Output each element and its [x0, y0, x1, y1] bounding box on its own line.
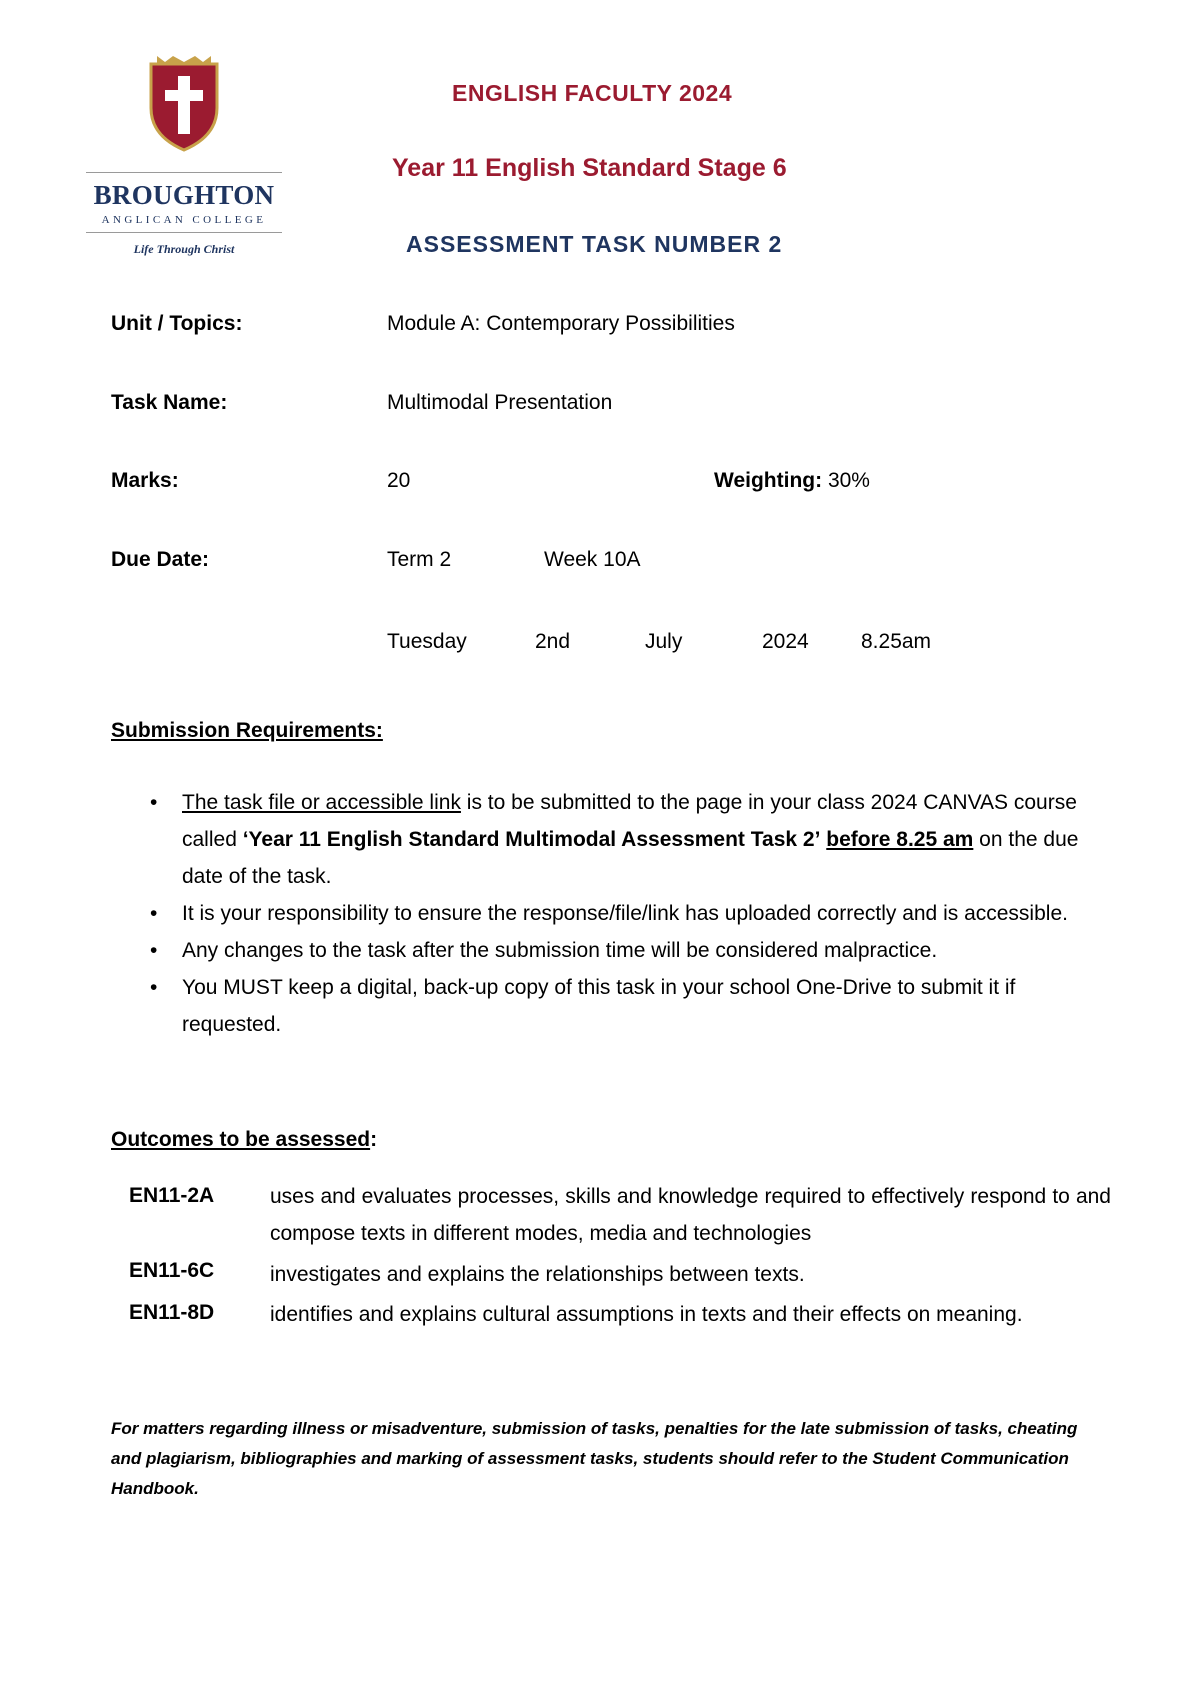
outcomes-heading-colon: : [370, 1128, 378, 1151]
outcomes-heading [111, 1128, 377, 1152]
unit-label: Unit / Topics: [111, 312, 243, 335]
logo-name: BROUGHTON [93, 180, 275, 210]
submission-course-name: ‘Year 11 English Standard Multimodal Assessment Task 2’ [242, 828, 821, 851]
submission-item-1-text: is to be submitted to the page in your class 2024 CANVAS course called [182, 791, 1077, 851]
due-month: July [645, 630, 683, 653]
submission-heading: Submission Requirements: [111, 719, 383, 742]
due-date: 2nd [535, 630, 571, 653]
logo-subtitle: ANGLICAN COLLEGE [101, 214, 267, 226]
task-name-label: Task Name: [111, 391, 228, 414]
weighting [714, 469, 870, 493]
task-number-title: ASSESSMENT TASK NUMBER 2 [406, 231, 783, 257]
college-logo [86, 52, 286, 262]
unit-value: Module A: Contemporary Possibilities [387, 312, 735, 335]
submission-item-4: • You MUST keep a digital, back-up copy of this task in your school One-Drive to submit it if requested. [142, 969, 1102, 1043]
faculty-title: ENGLISH FACULTY 2024 [452, 80, 733, 106]
due-time: 8.25am [861, 630, 932, 653]
outcome-code: EN11-8D [129, 1301, 215, 1324]
submission-item-3: • Any changes to the task after the submission time will be considered malpractice. [142, 932, 1102, 969]
marks-label: Marks: [111, 469, 179, 492]
marks-value: 20 [387, 469, 411, 492]
due-year: 2024 [762, 630, 809, 653]
submission-item-1-end: on the due date of the task. [182, 828, 1079, 888]
submission-item-2: • It is your responsibility to ensure the response/file/link has uploaded correctly and is accessible. [142, 895, 1102, 932]
weighting-value: 30% [827, 469, 870, 492]
logo-motto: Life Through Christ [133, 242, 235, 256]
course-title: Year 11 English Standard Stage 6 [392, 154, 787, 182]
task-name-value: Multimodal Presentation [387, 391, 613, 414]
outcome-code: EN11-6C [129, 1259, 215, 1282]
logo-divider-bottom [86, 232, 282, 233]
submission-deadline: before 8.25 am [826, 828, 974, 851]
shield-cross-icon [145, 52, 223, 152]
due-term: Term 2 [387, 548, 452, 571]
submission-list [142, 784, 1102, 1043]
submission-item-1 [142, 784, 1102, 895]
weighting-label: Weighting: [714, 469, 823, 492]
due-date-label: Due Date: [111, 548, 210, 571]
outcomes-heading-text: Outcomes to be assessed [111, 1128, 371, 1151]
due-week: Week 10A [544, 548, 641, 571]
outcome-description: uses and evaluates processes, skills and knowledge required to effectively respond to and compose texts in different modes, media and technologies [270, 1185, 1111, 1245]
outcome-description: identifies and explains cultural assumptions in texts and their effects on meaning. [270, 1303, 1023, 1326]
due-day: Tuesday [387, 630, 467, 653]
footer-note: For matters regarding illness or misadventure, submission of tasks, penalties for the late submission of tasks, cheating and plagiarism, bibliographies and marking of assessment tasks, students should refer to the Student Communication Handbook. [111, 1419, 1078, 1498]
logo-divider-top [86, 172, 282, 173]
submission-link-text: The task file or accessible link [182, 791, 461, 814]
outcome-code: EN11-2A [129, 1184, 215, 1207]
outcome-description: investigates and explains the relationships between texts. [270, 1263, 805, 1286]
